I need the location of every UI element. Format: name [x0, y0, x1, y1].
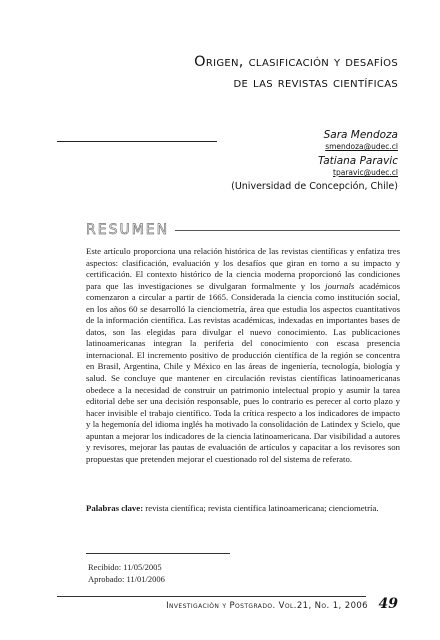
received-date: Recibido: 11/05/2005 [88, 562, 162, 572]
abstract-body [86, 246, 400, 465]
approved-date: Aprobado: 11/01/2006 [88, 573, 165, 584]
author-name-2: Tatiana Paravic [317, 155, 398, 167]
author-email-1[interactable]: smendoza@udec.cl [325, 142, 398, 151]
abstract-text-part-1: Este artículo proporciona una relación histórica de las revistas científicas y enfatiza tres aspectos: clasificación, evaluación y los desafíos que giran en torno a su impacto y certificación. El contexto histórico de la ciencia moderna proporcionó las condiciones para que las investigaciones se divulgaran formalmente y los [86, 246, 400, 291]
title-line-1: Origen, clasificación y desafíos [194, 54, 398, 70]
author-block [158, 128, 398, 193]
abstract-heading [86, 221, 400, 239]
abstract-heading-label: RESUMEN [86, 222, 170, 238]
keywords-label: Palabras clave: [86, 503, 144, 513]
abstract-heading-rule [175, 230, 400, 231]
title-line-2: de las revistas científicas [233, 75, 398, 91]
author-email-2[interactable]: tparavic@udec.cl [333, 168, 398, 177]
keywords-text: revista científica; revista científica latinoamericana; cienciometría. [143, 503, 379, 513]
abstract-text-italic: journals [325, 280, 355, 291]
dates-divider-rule [86, 553, 230, 554]
footer-journal-citation: Investigación y Postgrado. Vol.21, No. 1, 2006 [166, 601, 368, 611]
abstract-text-part-2: académicos comenzaron a circular a partir de 1665. Considerada la ciencia como institución social, en los años 60 se desarrolló la cienciometría, área que estudia los aspectos cuantitativos de la información científica. Las revistas académicas, indexadas en importantes bases de datos, son las elegidas para divulgar el nuevo conocimiento. Las publicaciones latinoamericanas integran la periferia del conocimiento con escasa presencia internacional. El incremento positivo de producción científica de la región se concentra en Brasil, Argentina, Chile y México en las áreas de ingeniería, tecnología, biología y salud. Se concluye que mantener en circulación revistas científicas latinoamericanas obedece a la necesidad de construir un patrimonio intelectual propio y asumir la tarea editorial debe ser una decisión responsable, pues lo contrario es perecer al corto plazo y hacer invisible el trabajo científico. Toda la crítica respecto a los indicadores de impacto y la hegemonía del idioma inglés ha motivado la consolidación de Latindex y Scielo, que apuntan a mejorar los indicadores de la ciencia latinoamericana. Dar visibilidad a autores y revisores, mejorar las pautas de evaluación de artículos y capacitar a los revisores son propuestas que pretenden mejorar el cuestionado rol del sistema de referato. [86, 280, 401, 464]
author-affiliation: (Universidad de Concepción, Chile) [231, 181, 398, 192]
submission-dates [88, 562, 165, 585]
article-title [58, 52, 398, 94]
author-name-1: Sara Mendoza [323, 129, 398, 141]
page-number: 49 [378, 596, 398, 612]
keywords [86, 503, 400, 515]
footer-rule [57, 596, 366, 597]
